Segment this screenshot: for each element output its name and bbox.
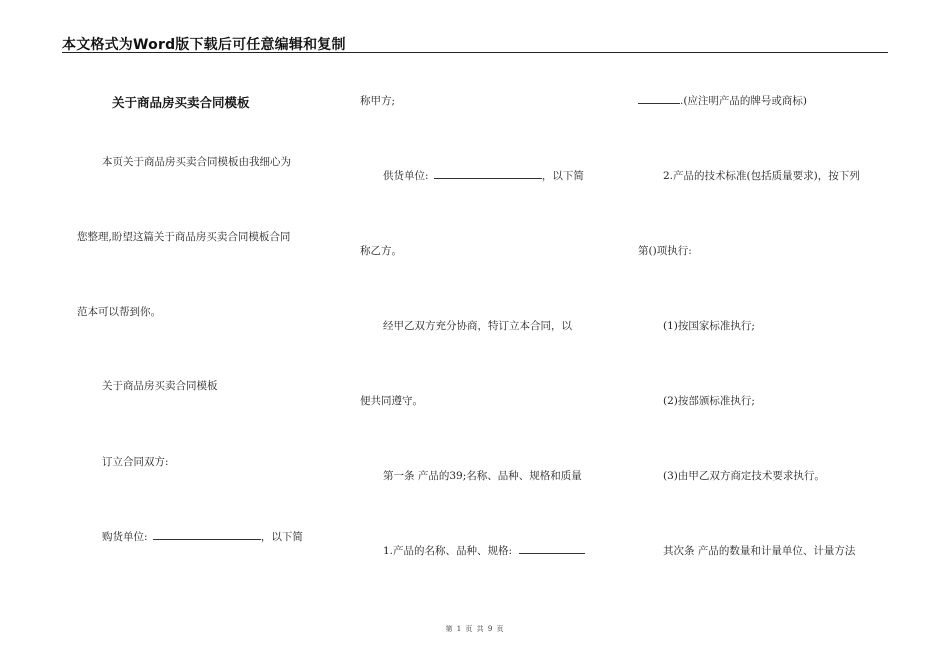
buyer-label: 购货单位:: [102, 531, 148, 543]
buyer-blank: [153, 529, 261, 540]
header-divider: [62, 52, 888, 53]
col3-line-3: 第()项执行:: [638, 245, 692, 257]
page-number: 第 1 页 共 9 页: [445, 625, 505, 633]
document-header: [62, 34, 888, 54]
product-spec-blank: [519, 543, 585, 554]
standard-option-2: (2)按部颁标准执行;: [663, 395, 755, 407]
contract-parties: 订立合同双方:: [102, 456, 169, 468]
supplier-line: [383, 168, 584, 183]
header-title: 本文格式为Word版下载后可任意编辑和复制: [62, 37, 346, 53]
buyer-line: [102, 529, 303, 544]
col3-line-1: [638, 93, 807, 108]
col3-line-2: 2.产品的技术标准(包括质量要求)，按下列: [663, 170, 860, 182]
buyer-suffix: ，以下简: [260, 531, 303, 543]
standard-option-3: (3)由甲乙双方商定技术要求执行。: [663, 470, 825, 482]
col2-line-3: 称乙方。: [360, 245, 402, 257]
col2-line-5: 便共同遵守。: [360, 395, 423, 407]
intro-line-1: 本页关于商品房买卖合同模板由我细心为: [102, 156, 291, 168]
standard-option-1: (1)按国家标准执行;: [663, 320, 755, 332]
product-spec-line: [383, 543, 585, 558]
product-spec-label: 1.产品的名称、品种、规格:: [383, 545, 513, 557]
article-1-heading: 第一条 产品的39;名称、品种、规格和质量: [383, 470, 582, 482]
brand-blank: [638, 93, 680, 104]
supplier-suffix: ，以下简: [541, 170, 584, 182]
supplier-label: 供货单位:: [383, 170, 429, 182]
col2-line-1: 称甲方;: [360, 95, 396, 107]
document-title: 关于商品房买卖合同模板: [112, 95, 250, 110]
intro-line-2: 您整理,盼望这篇关于商品房买卖合同模板合同: [77, 231, 291, 243]
col2-line-4: 经甲乙双方充分协商，特订立本合同，以: [383, 320, 572, 332]
article-2-heading: 其次条 产品的数量和计量单位、计量方法: [663, 545, 856, 557]
section-subtitle: 关于商品房买卖合同模板: [102, 380, 218, 392]
supplier-blank: [434, 168, 542, 179]
brand-note: .(应注明产品的牌号或商标): [680, 95, 808, 107]
intro-line-3: 范本可以帮到你。: [77, 306, 161, 318]
